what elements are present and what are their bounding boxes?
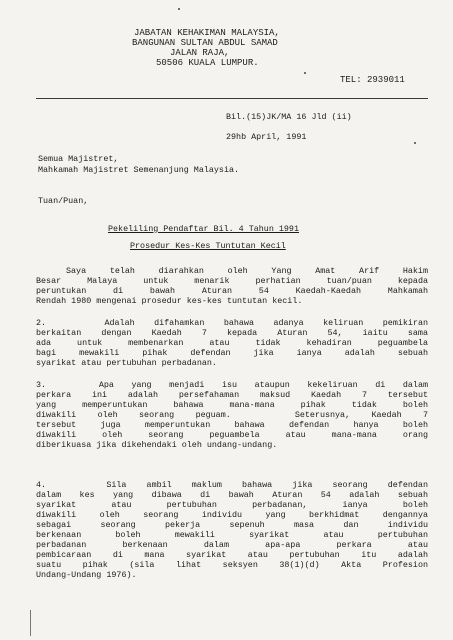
scan-speck (178, 8, 180, 10)
paragraph-1-line: Rendah 1980 mengenai prosedur kes-kes tuntutan kecil. (36, 296, 303, 306)
paragraph-2-line: ada untuk membenarkan atau tidak kehadiran peguambela (36, 338, 428, 348)
scan-mark (30, 610, 31, 636)
paragraph-2-line: 2. Adalah difahamkan bahawa adanya keliruan pemikiran (36, 318, 428, 328)
paragraph-1-line: peruntukan di bawah Aturan 54 Kaedah-Kaedah Mahkamah (36, 286, 428, 296)
paragraph-4-line: perbadanan berkenaan dalam apa-apa perkara atau (36, 540, 428, 550)
paragraph-2-line: berkaitan dengan Kaedah 7 kepada Aturan 54, iaitu sama (36, 328, 428, 338)
paragraph-4-line: syarikat atau pertubuhan perbadanan, ianya boleh (36, 500, 428, 510)
letterhead-divider (36, 98, 428, 99)
telephone-number: TEL: 2939011 (340, 75, 405, 85)
recipient-line-1: Semua Majistret, (38, 154, 119, 164)
reference-number: Bil.(15)JK/MA 16 Jld (ii) (226, 112, 352, 122)
paragraph-4-line: berkenaan boleh mewakili syarikat atau pertubuhan (36, 530, 428, 540)
scan-speck (414, 142, 416, 144)
scan-speck (304, 72, 306, 74)
circular-subject: Prosedur Kes-Kes Tuntutan Kecil (130, 241, 286, 251)
paragraph-1-line: Saya telah diarahkan oleh Yang Amat Arif Hakim (66, 266, 428, 276)
paragraph-4-line: suatu pihak (sila lihat seksyen 38(1)(d) Akta Profesion (36, 560, 428, 570)
paragraph-4-line: diwakili oleh seorang individu yang berkhidmat dengannya (36, 510, 428, 520)
paragraph-4-line: sebagai seorang pekerja sepenuh masa dan individu (36, 520, 428, 530)
paragraph-2-line: syarikat atau pertubuhan perbadanan. (36, 358, 217, 368)
paragraph-2-line: bagi mewakili pihak defendan jika ianya adalah sebuah (36, 348, 428, 358)
recipient-line-2: Mahkamah Majistret Semenanjung Malaysia. (38, 165, 240, 175)
paragraph-3-line: perkara ini adalah persefahaman maksud Kaedah 7 tersebut (36, 390, 428, 400)
paragraph-3-line: diwakili oleh seorang peguam. Seterusnya, Kaedah 7 (36, 410, 428, 420)
paragraph-3-line: tersebut juga memperuntukan bahawa defendan hanya boleh (36, 420, 428, 430)
letterhead-line-4: 50506 KUALA LUMPUR. (156, 58, 259, 68)
letter-date: 29hb April, 1991 (226, 132, 307, 142)
circular-title: Pekeliling Pendaftar Bil. 4 Tahun 1991 (108, 224, 299, 234)
paragraph-3-line: diberikuasa jika dikehendaki oleh undang-undang. (36, 440, 278, 450)
letterhead-line-2: BANGUNAN SULTAN ABDUL SAMAD (132, 38, 278, 48)
paragraph-4-line: dalam kes yang dibawa di bawah Aturan 54 adalah sebuah (36, 490, 428, 500)
paragraph-3-line: 3. Apa yang menjadi isu ataupun kekeliruan di dalam (36, 380, 428, 390)
paragraph-3-line: yang memperuntukan bahawa mana-mana pihak tidak boleh (36, 400, 428, 410)
letterhead-line-1: JABATAN KEHAKIMAN MALAYSIA, (134, 28, 280, 38)
salutation: Tuan/Puan, (38, 196, 89, 206)
letterhead-line-3: JALAN RAJA, (170, 48, 230, 58)
paragraph-1-line: Besar Malaya untuk menarik perhatian tuan/puan kepada (36, 276, 428, 286)
paragraph-4-line: 4. Sila ambil maklum bahawa jika seorang defendan (36, 480, 428, 490)
paragraph-4-line: pembicaraan di mana syarikat atau pertubuhan itu adalah (36, 550, 428, 560)
paragraph-4-line: Undang-Undang 1976). (36, 570, 137, 580)
paragraph-3-line: diwakili oleh seorang peguambela atau mana-mana orang (36, 430, 428, 440)
